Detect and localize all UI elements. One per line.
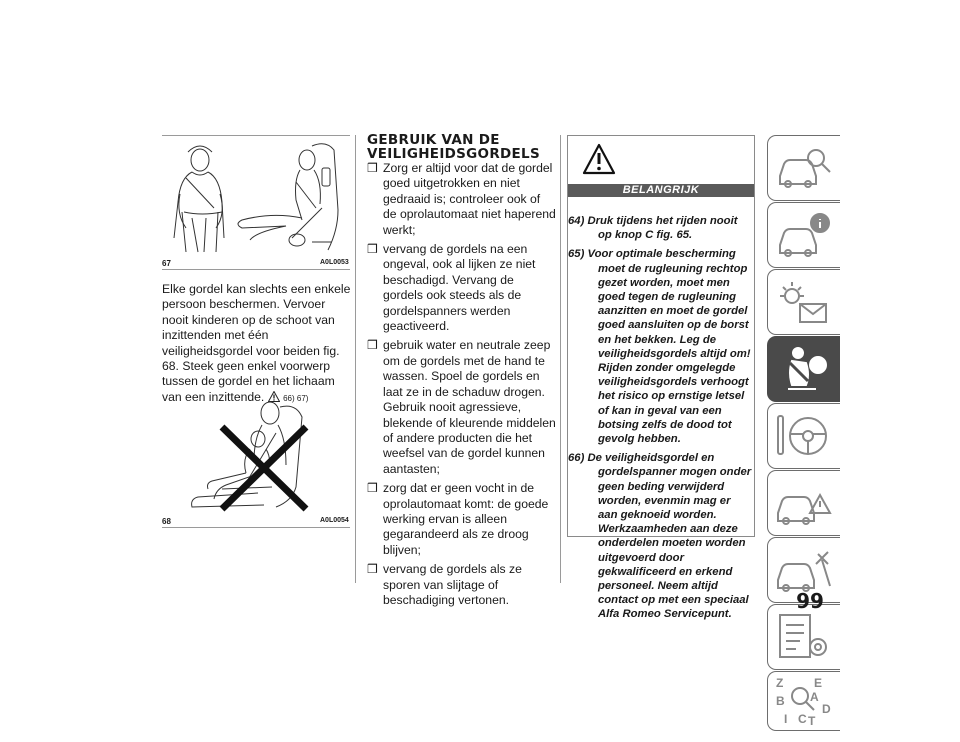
figure-68-number: 68 <box>162 517 171 526</box>
prohibited-cross-icon <box>218 423 310 513</box>
heading-line-2: VEILIGHEIDSGORDELS <box>367 146 540 162</box>
index-letter: T <box>808 714 816 728</box>
warning-item: 66) De veiligheidsgordel en gordelspanner mogen onder geen beding verwijderd worden, evenmin mag er aan geknoeid worden. Werkzaamheden aan deze onderdelen moeten worden uitgevoerd door gekwalificeerd en erkend personeel. Neem altijd contact op met een speciaal Alfa Romeo Servicepunt. <box>568 452 752 621</box>
list-item <box>367 562 557 608</box>
warning-triangle-icon <box>582 143 616 175</box>
tab-car-search[interactable] <box>767 135 840 201</box>
figure-67-code: A0L0053 <box>320 259 349 266</box>
warning-title: BELANGRIJK <box>568 184 754 197</box>
warning-item: 65) Voor optimale bescherming moet de rugleuning rechtop gezet worden, moet men goed tegen de rugleuning aanzitten en moet de gordel goed aansluiten op de borst en het bekken. Leg de veiligheidsgordels altijd om! Rijden zonder omgelegde veiligheidsgordels verhoogt het risico op ernstige letsel of kan in geval van een botsing zelfs de dood tot gevolg hebben. <box>568 248 751 446</box>
intro-text: Elke gordel kan slechts een enkele persoon beschermen. Vervoer nooit kinderen op de schoot van inzittenden met één veiligheidsgordel voor beiden fig. 68. Steek geen enkel voorwerp tussen de gordel en het lichaam van een inzittende. <box>162 282 351 404</box>
heading-line-1: GEBRUIK VAN DE <box>367 132 500 148</box>
car-info-icon <box>774 209 834 263</box>
bullet-text: Zorg er altijd voor dat de gordel goed uitgetrokken en niet gedraaid is; controleer ook of de oprolautomaat niet haperend werkt; <box>383 161 556 237</box>
bullet-text: vervang de gordels als ze sporen van slijtage of beschadiging vertonen. <box>383 562 522 607</box>
tab-steering-wheel[interactable] <box>767 403 840 469</box>
tab-warning-lights[interactable] <box>767 269 840 335</box>
tab-alphabetical-index[interactable] <box>767 671 840 731</box>
list-item <box>367 242 557 334</box>
tab-technical-data[interactable] <box>767 604 840 670</box>
car-breakdown-icon <box>774 477 834 531</box>
figure-68-rule <box>162 527 350 528</box>
warning-refs: 66) 67) <box>283 393 309 403</box>
column-divider-right <box>560 135 561 583</box>
checkbox-bullet-icon: ❒ <box>367 338 378 353</box>
intro-paragraph <box>162 282 354 406</box>
checkbox-bullet-icon: ❒ <box>367 562 378 577</box>
checkbox-bullet-icon: ❒ <box>367 161 378 175</box>
checkbox-bullet-icon: ❒ <box>367 242 378 257</box>
bullet-list <box>367 161 557 612</box>
index-letter: I <box>784 712 788 726</box>
tab-airbag-seatbelt[interactable] <box>767 336 840 402</box>
index-letter: Z <box>776 676 784 690</box>
list-item <box>367 481 557 558</box>
bullet-text: gebruik water en neutrale zeep om de gordels met de hand te wassen. Spoel de gordels en laat ze in de schaduw drogen. Gebruik nooit agressieve, blekende of kleurende middelen of andere producten die het weefsel van de gordel kunnen aantasten; <box>383 338 556 476</box>
car-search-icon <box>774 142 834 196</box>
column-divider-left <box>355 135 356 583</box>
warning-light-message-icon <box>774 276 834 330</box>
bullet-text: zorg dat er geen vocht in de oprolautomaat komt: de goede werking ervan is alleen gegarandeerd als ze droog blijven; <box>383 481 549 557</box>
list-item <box>367 161 557 238</box>
index-letter: A <box>810 690 819 704</box>
index-letter: E <box>814 676 823 690</box>
list-item <box>367 338 557 477</box>
technical-data-icon <box>774 611 834 665</box>
index-letter: C <box>798 712 807 726</box>
warning-box <box>567 135 755 621</box>
index-letter: B <box>776 694 785 708</box>
warning-item: 64) Druk tijdens het rijden nooit op knop C fig. 65. <box>568 215 738 242</box>
figure-67-number: 67 <box>162 259 171 268</box>
figure-67-illustration <box>162 138 350 255</box>
warning-list <box>568 214 752 627</box>
top-rule <box>162 135 350 136</box>
tab-car-breakdown[interactable] <box>767 470 840 536</box>
checkbox-bullet-icon: ❒ <box>367 481 378 496</box>
section-heading <box>367 133 557 161</box>
airbag-seatbelt-icon <box>774 343 834 397</box>
figure-68-code: A0L0054 <box>320 517 349 524</box>
figure-67-rule <box>162 269 350 270</box>
page-number: 99 <box>796 589 824 613</box>
bullet-text: vervang de gordels na een ongeval, ook al lijken ze niet beschadigd. Vervang de gordels ook steeds als de gordelspanners werden geactiveerd. <box>383 242 536 334</box>
index-letter: D <box>822 702 831 716</box>
tab-car-info[interactable] <box>767 202 840 268</box>
figure-68-illustration <box>162 393 350 513</box>
alphabetical-index-icon <box>774 676 834 728</box>
steering-wheel-icon <box>774 410 834 464</box>
